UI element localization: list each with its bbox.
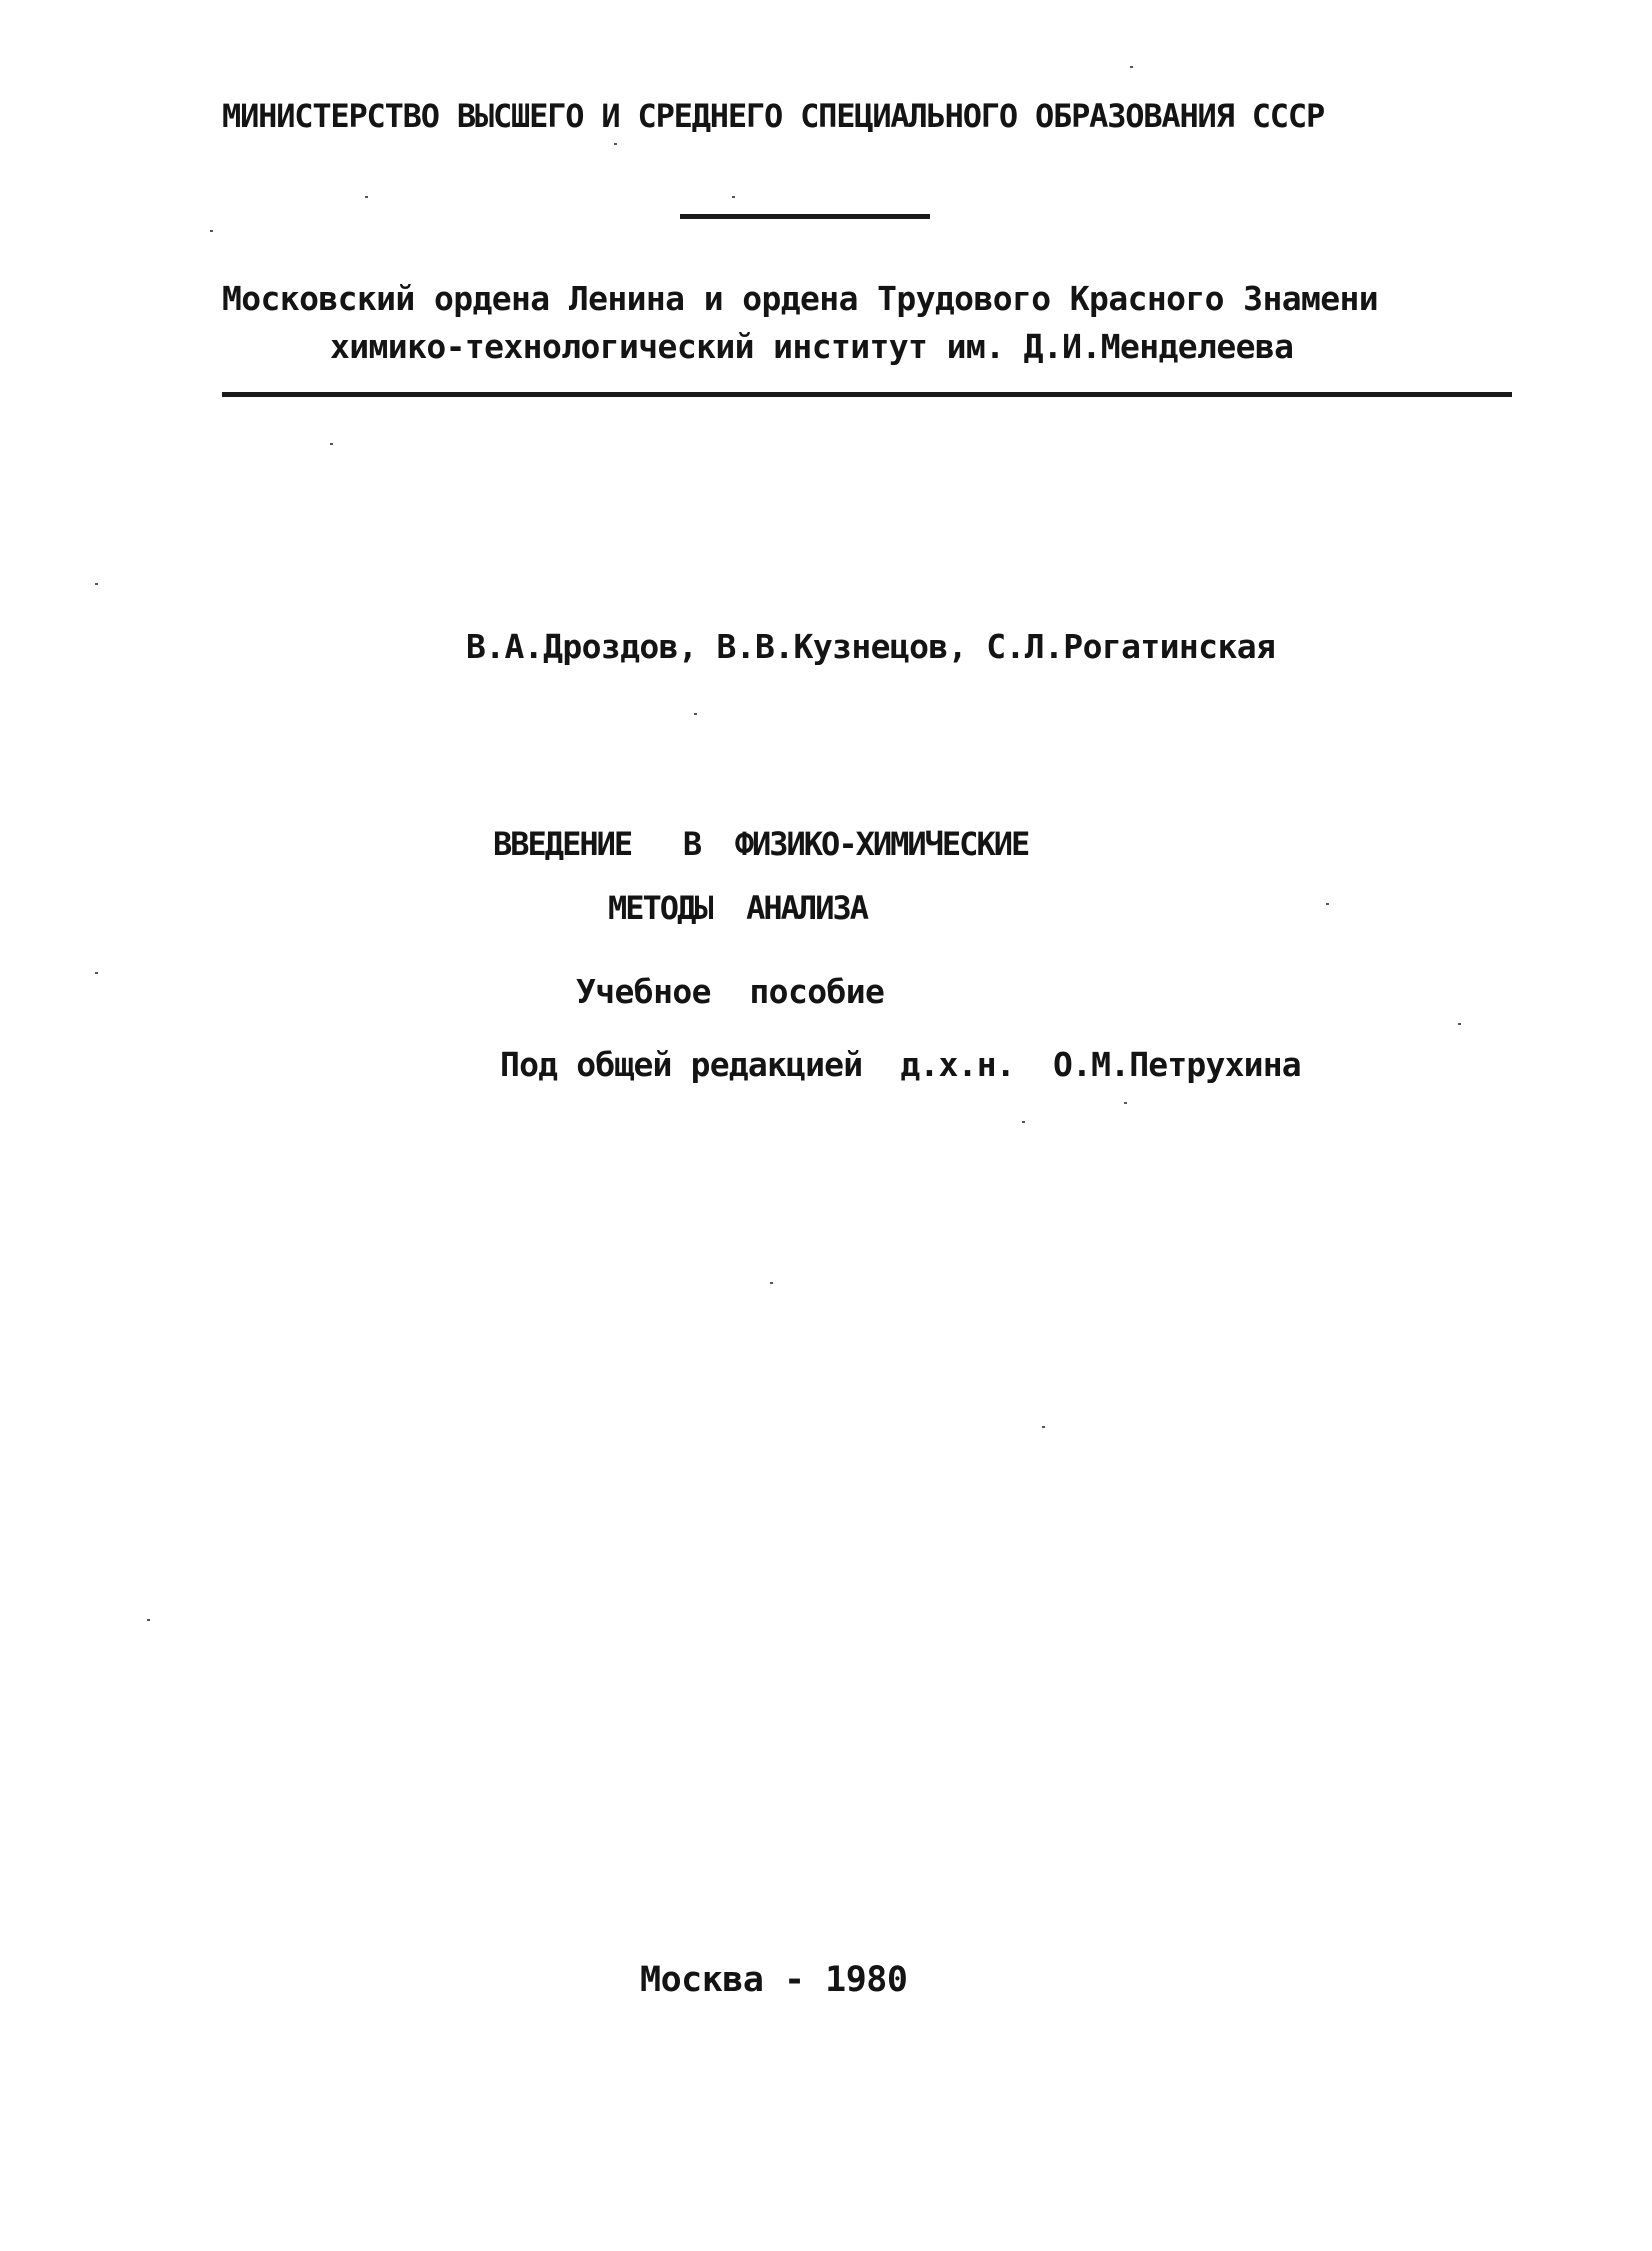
title-line-2: МЕТОДЫ АНАЛИЗА (608, 889, 867, 927)
subtitle: Учебное пособие (576, 972, 885, 1011)
institute-line-1: Московский ордена Ленина и ордена Трудового Красного Знамени (222, 279, 1379, 318)
scan-speck (147, 1619, 150, 1621)
scan-speck (330, 443, 333, 445)
institute-line-2: химико-технологический институт им. Д.И.Менделеева (330, 327, 1294, 366)
title-line-1: ВВЕДЕНИЕ В ФИЗИКО-ХИМИЧЕСКИЕ (493, 825, 1029, 863)
scan-speck (95, 583, 98, 585)
scan-speck (732, 196, 735, 198)
short-divider (680, 214, 930, 219)
scan-speck (1326, 903, 1329, 905)
long-divider (222, 392, 1512, 397)
scan-speck (210, 230, 213, 232)
scan-speck (614, 143, 617, 145)
ministry-heading: МИНИСТЕРСТВО ВЫСШЕГО И СРЕДНЕГО СПЕЦИАЛЬНОГО ОБРАЗОВАНИЯ СССР (222, 97, 1325, 135)
scan-speck (1124, 1102, 1127, 1104)
scan-speck (95, 972, 98, 974)
place-year: Москва - 1980 (640, 1960, 908, 2000)
scan-speck (365, 196, 368, 198)
authors: В.А.Дроздов, В.В.Кузнецов, С.Л.Рогатинская (466, 627, 1276, 666)
scan-speck (1130, 66, 1133, 68)
scan-speck (1042, 1426, 1045, 1428)
scan-speck (1022, 1121, 1025, 1123)
editor-line: Под общей редакцией д.х.н. О.М.Петрухина (500, 1045, 1301, 1084)
scan-speck (1458, 1023, 1461, 1025)
scan-speck (694, 713, 697, 715)
scan-speck (770, 1282, 773, 1284)
